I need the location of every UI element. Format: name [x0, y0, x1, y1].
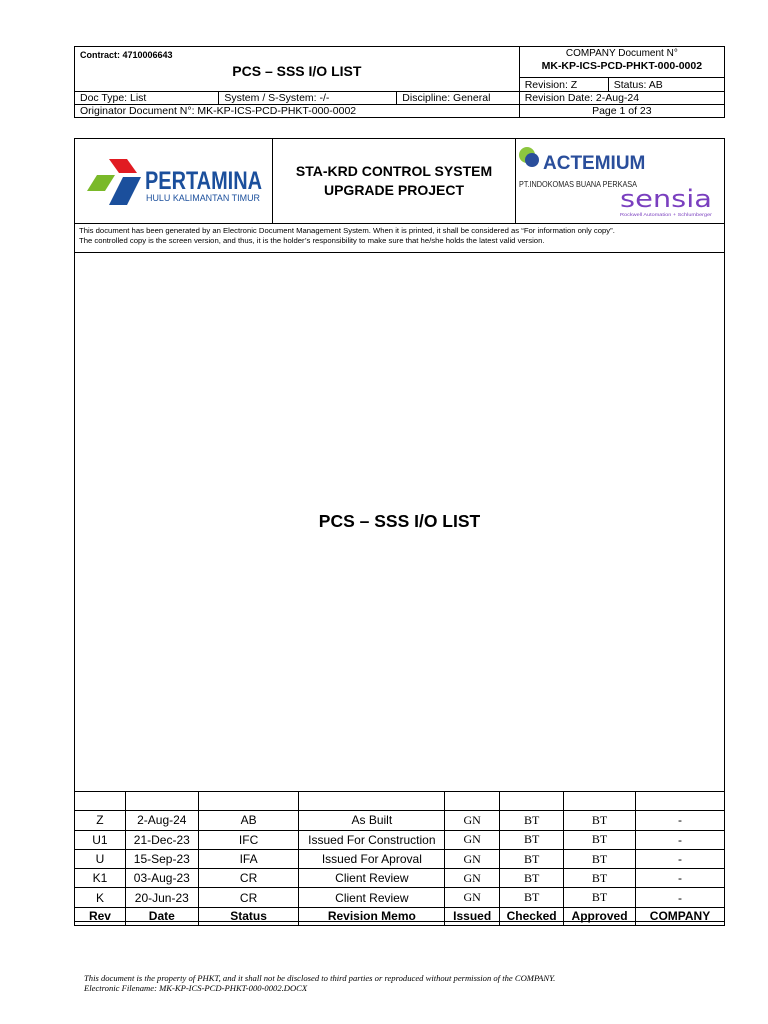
company-cell: -: [636, 811, 725, 830]
originator-doc-number: Originator Document N°: MK-KP-ICS-PCD-PHKT-000-0002: [75, 105, 520, 118]
issued-cell: GN: [445, 869, 500, 888]
table-row: [75, 888, 725, 907]
checked-cell: BT: [500, 830, 564, 849]
actemium-sensia-logo: [516, 139, 724, 223]
contractor-logos: [516, 139, 724, 223]
status-cell: IFA: [198, 849, 299, 868]
approved-cell: BT: [564, 830, 636, 849]
contract-number: Contract: 4710006643: [80, 50, 173, 60]
edms-disclaimer: [79, 226, 719, 246]
column-header-rev: Rev: [75, 907, 126, 925]
revision-value: Revision: Z: [519, 78, 608, 92]
pertamina-mark-icon: [75, 139, 272, 223]
memo-cell: As Built: [299, 811, 445, 830]
memo-cell: Client Review: [299, 869, 445, 888]
date-cell: 20-Jun-23: [125, 888, 198, 907]
company-cell: -: [636, 830, 725, 849]
issued-cell: GN: [445, 888, 500, 907]
cover-frame: [74, 138, 725, 922]
project-title: [273, 139, 516, 223]
disclaimer-line1: This document has been generated by an Electronic Document Management System. When it is printed, it shall be considered as “For information only copy”.: [79, 226, 615, 235]
checked-cell: BT: [500, 849, 564, 868]
document-title: PCS – SSS I/O LIST: [232, 63, 362, 79]
date-cell: 03-Aug-23: [125, 869, 198, 888]
date-cell: 21-Dec-23: [125, 830, 198, 849]
disclaimer-line2: The controlled copy is the screen version, and thus, it is the holder’s responsibility to make sure that he/she holds the latest valid version.: [79, 236, 545, 245]
column-header-company: COMPANY: [636, 907, 725, 925]
main-title: PCS – SSS I/O LIST: [318, 511, 481, 531]
date-cell: 2-Aug-24: [125, 811, 198, 830]
document-header: [74, 46, 725, 118]
company-doc-number: MK-KP-ICS-PCD-PHKT-000-0002: [541, 60, 703, 72]
checked-cell: BT: [500, 869, 564, 888]
checked-cell: BT: [500, 888, 564, 907]
status-cell: IFC: [198, 830, 299, 849]
rev-cell: U1: [75, 830, 126, 849]
memo-cell: Issued For Aproval: [299, 849, 445, 868]
sensia-name: sensia: [620, 185, 712, 213]
electronic-filename: Electronic Filename: MK-KP-ICS-PCD-PHKT-000-0002.DOCX: [84, 983, 308, 993]
revision-rows: [75, 792, 725, 926]
memo-cell: Issued For Construction: [299, 830, 445, 849]
issued-cell: GN: [445, 811, 500, 830]
company-doc-label: COMPANY Document N°: [565, 48, 678, 59]
doc-type: Doc Type: List: [75, 92, 219, 105]
revision-table: [74, 791, 725, 926]
revision-date: Revision Date: 2-Aug-24: [519, 92, 724, 105]
table-row: [75, 869, 725, 888]
rev-cell: U: [75, 849, 126, 868]
date-cell: 15-Sep-23: [125, 849, 198, 868]
project-title-line1: STA-KRD CONTROL SYSTEM: [295, 163, 493, 179]
table-row-empty: [75, 792, 725, 811]
approved-cell: BT: [564, 869, 636, 888]
column-header-status: Status: [198, 907, 299, 925]
pertamina-logo: [75, 139, 273, 223]
status-cell: AB: [198, 811, 299, 830]
company-cell: -: [636, 849, 725, 868]
page-number: Page 1 of 23: [519, 105, 724, 118]
status-value: Status: AB: [608, 78, 724, 92]
memo-cell: Client Review: [299, 888, 445, 907]
rev-cell: Z: [75, 811, 126, 830]
rev-cell: K: [75, 888, 126, 907]
discipline-value: Discipline: General: [397, 92, 519, 105]
title-cell: [75, 47, 520, 92]
column-header-memo: Revision Memo: [299, 907, 445, 925]
divider: [75, 252, 724, 253]
company-cell: -: [636, 869, 725, 888]
system-value: System / S-System: -/-: [219, 92, 397, 105]
project-title-line2: UPGRADE PROJECT: [323, 182, 465, 198]
column-header-approved: Approved: [564, 907, 636, 925]
issued-cell: GN: [445, 830, 500, 849]
checked-cell: BT: [500, 811, 564, 830]
table-row: [75, 811, 725, 830]
column-header-issued: Issued: [445, 907, 500, 925]
table-row: [75, 830, 725, 849]
page-footer: [84, 973, 555, 993]
logo-row: [75, 139, 724, 224]
company-doc-cell: [519, 47, 724, 78]
sensia-tagline: Rockwell Automation + Schlumberger: [620, 212, 713, 217]
table-header-row: [75, 907, 725, 925]
company-cell: -: [636, 888, 725, 907]
column-header-checked: Checked: [500, 907, 564, 925]
status-cell: CR: [198, 869, 299, 888]
rev-cell: K1: [75, 869, 126, 888]
issued-cell: GN: [445, 849, 500, 868]
actemium-name: ACTEMIUM: [543, 153, 646, 174]
pertamina-subtitle: HULU KALIMANTAN TIMUR: [146, 193, 261, 204]
pertamina-name: PERTAMINA: [145, 167, 262, 195]
approved-cell: BT: [564, 888, 636, 907]
table-row: [75, 849, 725, 868]
approved-cell: BT: [564, 811, 636, 830]
approved-cell: BT: [564, 849, 636, 868]
status-cell: CR: [198, 888, 299, 907]
column-header-date: Date: [125, 907, 198, 925]
property-notice: This document is the property of PHKT, and it shall not be disclosed to third parties or reproduced without permission of the COMPANY.: [84, 973, 556, 983]
indokomas-name: PT.INDOKOMAS BUANA PERKASA: [519, 179, 638, 189]
